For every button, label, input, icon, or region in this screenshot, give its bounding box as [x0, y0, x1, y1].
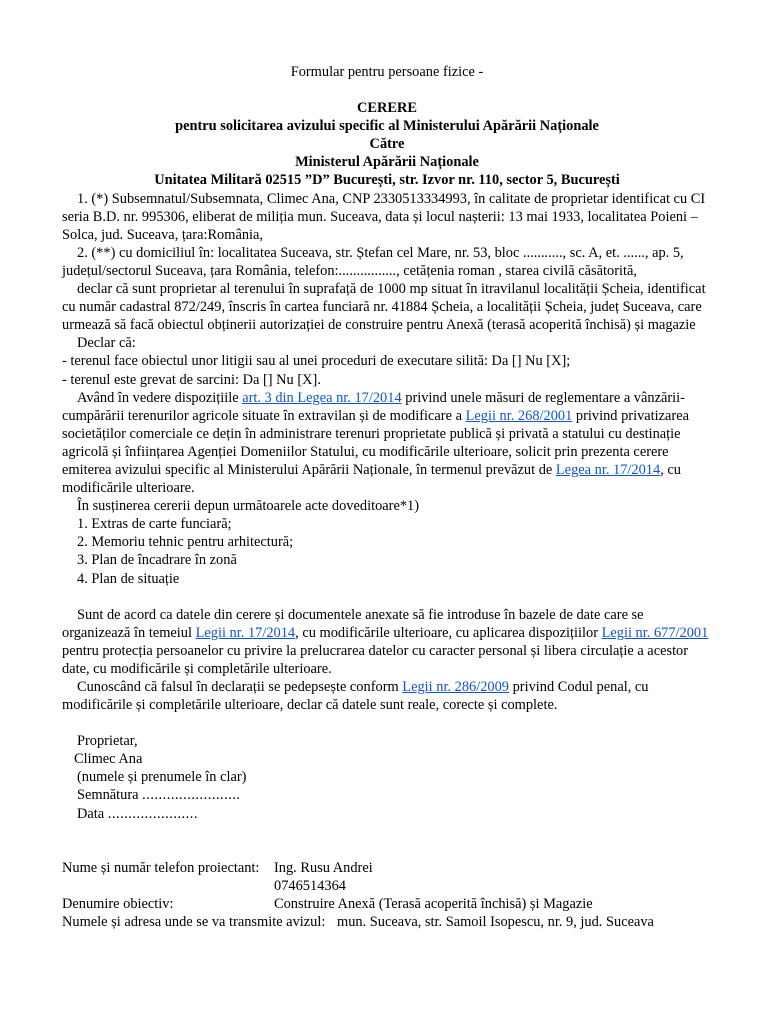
date-line: Data ......................: [77, 805, 198, 822]
link-art3-legea-17-2014[interactable]: art. 3 din Legea nr. 17/2014: [242, 389, 402, 406]
form-title: Formular pentru persoane fizice -: [290, 64, 484, 80]
recipient-name: Ministerul Apărării Naționale: [295, 154, 479, 171]
catre-label: Către: [369, 136, 405, 153]
paragraph-property: declar că sunt proprietar al terenului în suprafață de 1000 mp situat în itravilanul localității Șcheia, identificat cu număr cadastral 872/249, înscris în cartea funciară nr. 41884 Șcheia, a localității Șcheia, județ Suceava, care urmează să facă obiectul obținerii autorizației de construire pentru Anexă (terasă acoperită închisă) și magazie: [62, 281, 706, 334]
link-legea-268-2001[interactable]: Legii nr. 268/2001: [465, 407, 573, 424]
list-item: 4. Plan de situație: [77, 570, 180, 587]
signature-field: ........................: [142, 787, 241, 804]
list-item: 2. Memoriu tehnic pentru arhitectură;: [77, 534, 294, 551]
list-item: 1. Extras de carte funciară;: [77, 516, 232, 533]
document-subtitle: pentru solicitarea avizului specific al Ministerului Apărării Naționale: [175, 118, 599, 135]
proiectant-name: Ing. Rusu Andrei: [274, 859, 373, 876]
declaration-litigii: - terenul face obiectul unor litigii sau al unei proceduri de executare silită: Da [] Nu [X];: [62, 353, 571, 370]
recipient-address: Unitatea Militară 02515 ”D” București, str. Izvor nr. 110, sector 5, București: [154, 172, 620, 189]
adresa-value: mun. Suceava, str. Samoil Isopescu, nr. 9, jud. Suceava: [337, 913, 654, 930]
date-field: ......................: [107, 805, 198, 822]
footer-phone-row: [62, 877, 712, 895]
declar-label: Declar că:: [77, 335, 136, 352]
link-legii-17-2014[interactable]: Legii nr. 17/2014: [195, 624, 296, 641]
signature-line: Semnătura ........................: [77, 787, 241, 804]
signature-proprietar: Proprietar,: [77, 733, 138, 750]
paragraph-domicile: 2. (**) cu domiciliul în: localitatea Suceava, str. Ștefan cel Mare, nr. 53, bloc ..........., sc. A, et. ......, ap. 5, județul/sectorul Suceava, țara România, telefon:................, cetățenia roman , starea civilă căsătorită,: [62, 244, 684, 279]
link-legea-17-2014[interactable]: Legea nr. 17/2014: [555, 461, 661, 478]
link-legii-286-2009[interactable]: Legii nr. 286/2009: [402, 679, 510, 695]
signature-name-hint: (numele și prenumele în clar): [77, 769, 247, 786]
signature-name: Climec Ana: [74, 751, 143, 768]
link-legii-677-2001[interactable]: Legii nr. 677/2001: [601, 624, 709, 641]
footer-obiectiv-row: [62, 895, 712, 913]
document-heading: CERERE: [357, 100, 417, 117]
obiectiv-label: Denumire obiectiv:: [62, 895, 174, 912]
footer-adresa-row: [62, 913, 712, 931]
list-item: 3. Plan de încadrare în zonă: [77, 552, 237, 569]
paragraph-consent: Sunt de acord ca datele din cerere și documentele anexate să fie introduse în bazele de date care se organizează în temeiul Legii nr. 17/2014, cu modificările ulterioare, cu aplicarea dispozițiilor Legii nr. 677/2001 pentru protecția persoanelor cu privire la prelucrarea datelor cu caracter personal și libera circulație a acestor date, cu modificările și completările ulterioare.: [62, 606, 709, 677]
adresa-label: Numele și adresa unde se va transmite avizul:: [62, 913, 326, 930]
document-body: [62, 63, 712, 931]
proiectant-phone: 0746514364: [274, 877, 346, 894]
paragraph-penal: Cunoscând că falsul în declarații se pedepsește conform Legii nr. 286/2009 privind Codul penal, cu modificările și completările ulterioare, declar că datele sunt reale, corecte și complete.: [62, 679, 649, 714]
declaration-sarcini: - terenul este grevat de sarcini: Da [] Nu [X].: [62, 371, 321, 388]
proiectant-label: Nume și număr telefon proiectant:: [62, 859, 260, 876]
paragraph-legal-basis: Având în vedere dispozițiile art. 3 din Legea nr. 17/2014 privind unele măsuri de reglementare a vânzării-cumpărării terenurilor agricole situate în extravilan și de modificare a Legii nr. 268/2001 privind privatizarea societăților comerciale ce dețin în administrare terenuri proprietate publică și privată a statului cu destinație agricolă și înființarea Agenției Domeniilor Statului, cu modificările ulterioare, solicit prin prezenta cerere emiterea avizului specific al Ministerului Apărării Naționale, în termenul prevăzut de Legea nr. 17/2014, cu modificările ulterioare.: [62, 389, 689, 497]
footer-proiectant-row: [62, 859, 712, 877]
paragraph-identity: 1. (*) Subsemnatul/Subsemnata, Climec Ana, CNP 2330513334993, în calitate de proprietar identificat cu CI seria B.D. nr. 995306, eliberat de miliția mun. Suceava, data și locul nașterii: 13 mai 1933, localitatea Poieni – Solca, jud. Suceava, țara:România,: [62, 190, 706, 243]
acte-intro: În susținerea cererii depun următoarele acte doveditoare*1): [77, 498, 420, 515]
obiectiv-value: Construire Anexă (Terasă acoperită închisă) și Magazie: [274, 895, 593, 912]
